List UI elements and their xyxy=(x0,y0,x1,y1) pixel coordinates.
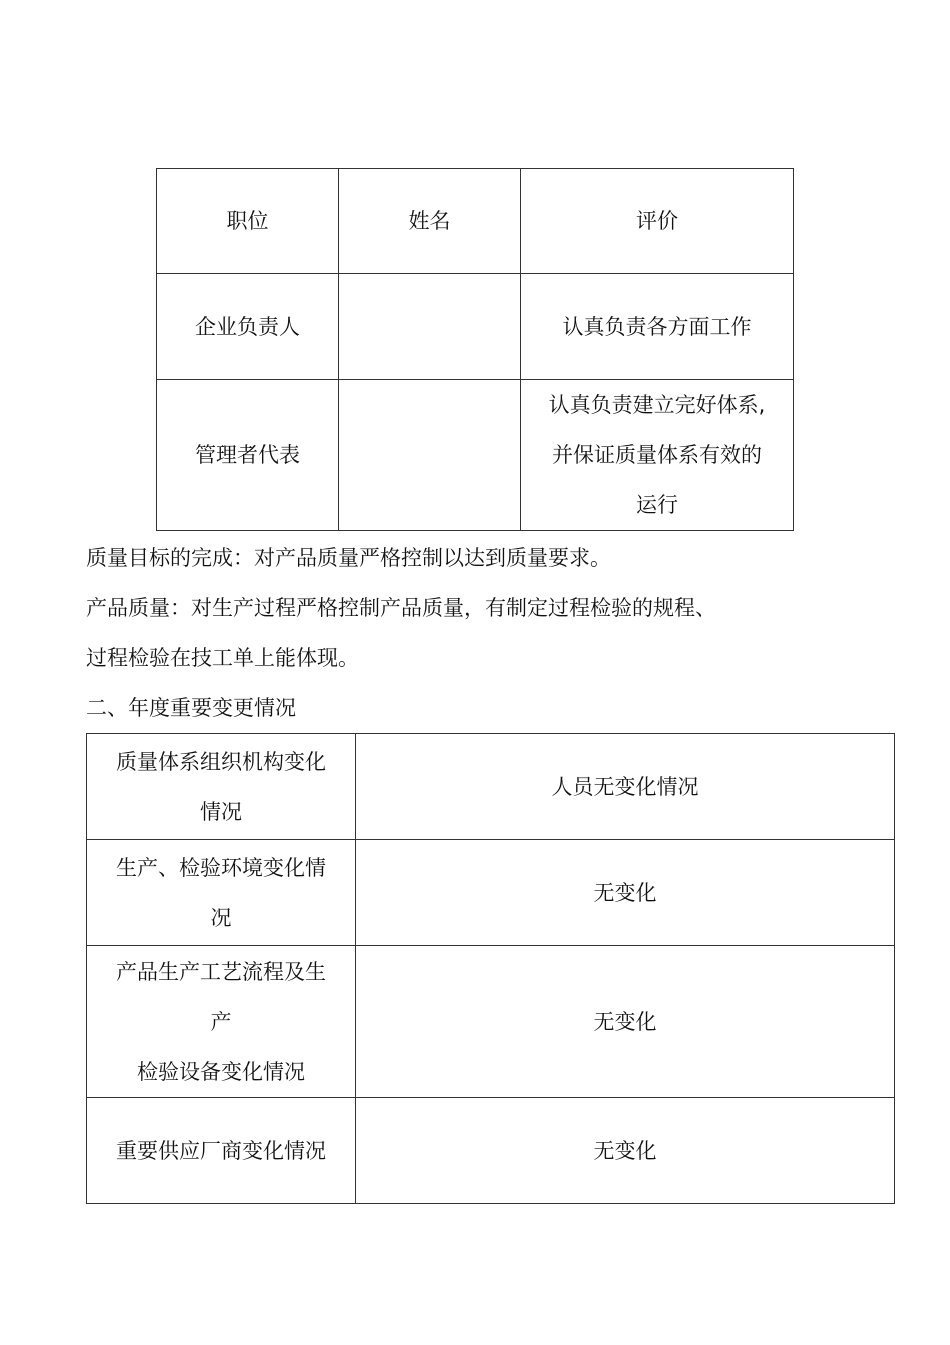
table-header-row xyxy=(157,169,794,274)
table-row xyxy=(87,1098,895,1204)
change-item-line: 检验设备变化情况 xyxy=(137,1059,305,1084)
header-name: 姓名 xyxy=(339,169,521,274)
change-item-line: 产品生产工艺流程及生 xyxy=(116,959,326,984)
change-status-cell: 人员无变化情况 xyxy=(356,734,895,840)
table-row xyxy=(87,840,895,946)
name-cell xyxy=(339,380,521,531)
change-item-cell xyxy=(87,946,356,1098)
evaluation-line: 认真负责建立完好体系, xyxy=(548,393,766,417)
change-item-line: 生产、检验环境变化情 xyxy=(116,855,326,880)
change-item-cell xyxy=(87,840,356,946)
evaluation-line: 并保证质量体系有效的 xyxy=(552,443,762,467)
header-position: 职位 xyxy=(157,169,339,274)
change-item-cell: 重要供应厂商变化情况 xyxy=(87,1098,356,1204)
table-row xyxy=(157,380,794,531)
change-item-line: 产 xyxy=(210,1009,232,1034)
evaluation-cell xyxy=(521,380,794,531)
evaluation-cell: 认真负责各方面工作 xyxy=(521,274,794,380)
change-status-cell: 无变化 xyxy=(356,946,895,1098)
evaluation-line: 运行 xyxy=(636,493,678,517)
table-row xyxy=(87,734,895,840)
staff-evaluation-table xyxy=(156,168,794,531)
change-status-cell: 无变化 xyxy=(356,1098,895,1204)
table-row xyxy=(87,946,895,1098)
product-quality-paragraph-line1: 产品质量：对生产过程严格控制产品质量，有制定过程检验的规程、 xyxy=(86,596,716,620)
change-status-cell: 无变化 xyxy=(356,840,895,946)
change-item-line: 况 xyxy=(210,905,232,930)
position-cell: 管理者代表 xyxy=(157,380,339,531)
product-quality-paragraph-line2: 过程检验在技工单上能体现。 xyxy=(86,646,359,670)
section-heading: 二、年度重要变更情况 xyxy=(86,696,296,720)
change-item-line: 质量体系组织机构变化 xyxy=(116,749,326,774)
change-item-line: 情况 xyxy=(200,799,242,824)
quality-goal-paragraph: 质量目标的完成：对产品质量严格控制以达到质量要求。 xyxy=(86,546,611,570)
position-cell: 企业负责人 xyxy=(157,274,339,380)
name-cell xyxy=(339,274,521,380)
header-evaluation: 评价 xyxy=(521,169,794,274)
annual-changes-table xyxy=(86,733,895,1204)
table-row xyxy=(157,274,794,380)
change-item-cell xyxy=(87,734,356,840)
